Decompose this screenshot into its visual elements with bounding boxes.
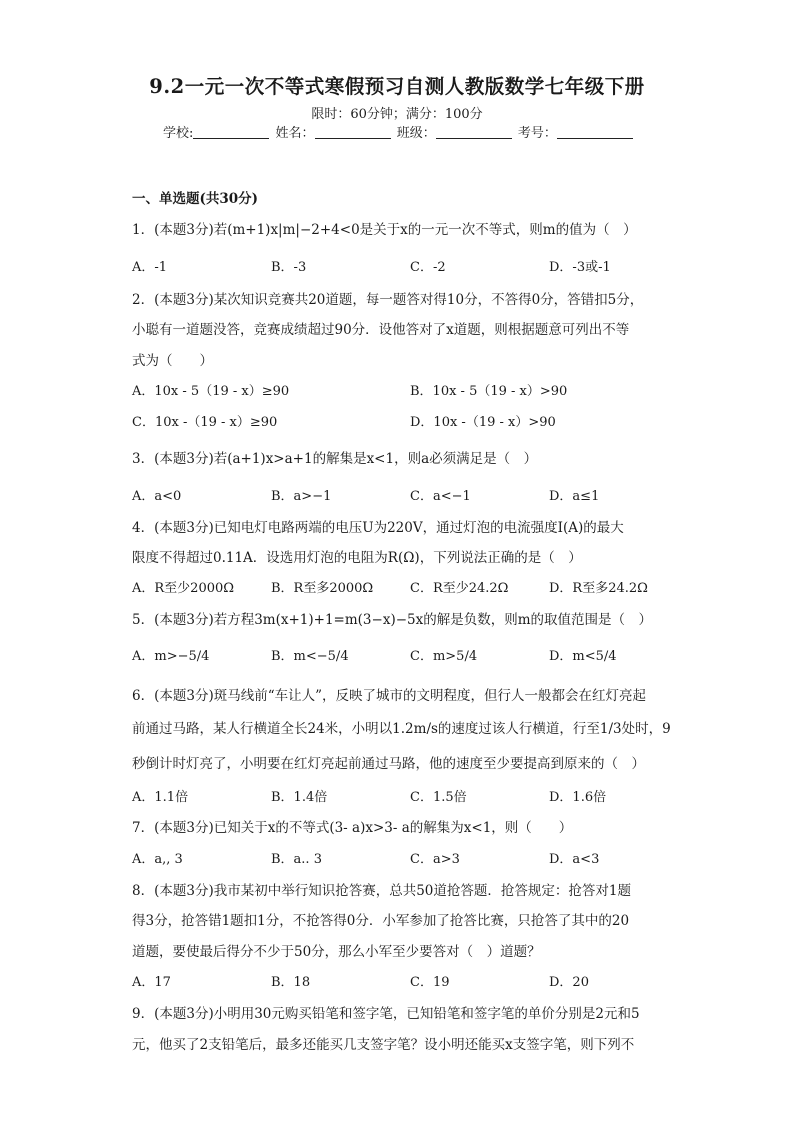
question-7-option-d[interactable]: D．a<3	[549, 852, 600, 867]
question-4-option-a[interactable]: A．R至少2000Ω	[132, 581, 235, 596]
question-6-option-c[interactable]: C．1.5倍	[410, 790, 467, 805]
question-8-option-d[interactable]: D．20	[549, 975, 589, 990]
question-3-option-c[interactable]: C．a<−1	[410, 489, 471, 504]
class-blank[interactable]	[436, 125, 512, 139]
question-1-option-d[interactable]: D．-3或-1	[549, 260, 611, 275]
question-2-option-a[interactable]: A．10x - 5（19 - x）≥90	[132, 384, 290, 399]
question-7-text: 7．(本题3分)已知关于x的不等式(3- a)x>3- a的解集为x<1，则（ ）	[132, 820, 573, 836]
question-4-line-1: 4．(本题3分)已知电灯电路两端的电压U为220V，通过灯泡的电流强度I(A)的最大	[132, 520, 624, 536]
question-6-line-1: 6．(本题3分)斑马线前“车让人”，反映了城市的文明程度，但行人一般都会在红灯亮起	[132, 688, 647, 704]
question-5-option-b[interactable]: B．m<−5/4	[271, 649, 349, 664]
question-4-option-d[interactable]: D．R至多24.2Ω	[549, 581, 648, 596]
exam-limits: 限时：60分钟；满分：100分	[311, 107, 483, 122]
question-8-option-b[interactable]: B．18	[271, 975, 311, 990]
question-2-line-2: 小聪有一道题没答，竞赛成绩超过90分．设他答对了x道题，则根据题意可列出不等	[132, 322, 630, 338]
question-2-line-3: 式为（ ）	[132, 353, 213, 369]
exam-number-blank[interactable]	[557, 125, 633, 139]
question-3-option-b[interactable]: B．a>−1	[271, 489, 332, 504]
question-8-option-c[interactable]: C．19	[410, 975, 450, 990]
question-6-line-2: 前通过马路，某人行横道全长24米，小明以1.2m/s的速度过该人行横道，行至1/3处时，9	[132, 721, 671, 737]
question-8-line-2: 得3分，抢答错1题扣1分，不抢答得0分．小军参加了抢答比赛，只抢答了其中的20	[132, 913, 630, 929]
question-6-option-a[interactable]: A．1.1倍	[132, 790, 189, 805]
question-6-option-b[interactable]: B．1.4倍	[271, 790, 328, 805]
student-info-row	[163, 122, 635, 141]
question-1-text: 1．(本题3分)若(m+1)x|m|−2+4<0是关于x的一元一次不等式，则m的值为（ ）	[132, 222, 637, 238]
question-2-line-1: 2．(本题3分)某次知识竞赛共20道题，每一题答对得10分，不答得0分，答错扣5分，	[132, 292, 644, 308]
question-4-line-2: 限度不得超过0.11A．设选用灯泡的电阻为R(Ω)，下列说法正确的是（ ）	[132, 550, 582, 566]
question-2-option-d[interactable]: D．10x -（19 - x）>90	[410, 415, 556, 430]
question-6-option-d[interactable]: D．1.6倍	[549, 790, 607, 805]
question-3-option-d[interactable]: D．a≤1	[549, 489, 600, 504]
question-5-text: 5．(本题3分)若方程3m(x+1)+1=m(3−x)−5x的解是负数，则m的取值范围是（ ）	[132, 612, 653, 628]
school-blank[interactable]	[193, 125, 269, 139]
question-9-line-2: 元，他买了2支铅笔后，最多还能买几支签字笔？设小明还能买x支签字笔，则下列不	[132, 1037, 635, 1053]
class-label: 班级：	[396, 126, 436, 141]
question-2-option-c[interactable]: C．10x -（19 - x）≥90	[132, 415, 278, 430]
name-label: 姓名：	[275, 126, 315, 141]
name-blank[interactable]	[315, 125, 391, 139]
question-4-option-b[interactable]: B．R至多2000Ω	[271, 581, 374, 596]
question-8-line-3: 道题，要使最后得分不少于50分，那么小军至少要答对（ ）道题？	[132, 944, 541, 960]
question-3-option-a[interactable]: A．a<0	[132, 489, 182, 504]
section-title: 一、单选题(共30分)	[132, 191, 259, 207]
page-title: 9.2一元一次不等式寒假预习自测人教版数学七年级下册	[149, 75, 645, 98]
question-1-option-b[interactable]: B．-3	[271, 260, 307, 275]
school-label: 学校:	[163, 126, 194, 141]
question-5-option-d[interactable]: D．m<5/4	[549, 649, 617, 664]
question-1-option-a[interactable]: A．-1	[132, 260, 168, 275]
question-2-option-b[interactable]: B．10x - 5（19 - x）>90	[410, 384, 568, 399]
question-7-option-a[interactable]: A．a,, 3	[132, 852, 183, 867]
question-5-option-c[interactable]: C．m>5/4	[410, 649, 478, 664]
question-3-text: 3．(本题3分)若(a+1)x>a+1的解集是x<1，则a必须满足是（ ）	[132, 451, 538, 467]
question-7-option-c[interactable]: C．a>3	[410, 852, 460, 867]
question-7-option-b[interactable]: B．a.. 3	[271, 852, 322, 867]
question-8-option-a[interactable]: A．17	[132, 975, 171, 990]
question-6-line-3: 秒倒计时灯亮了，小明要在红灯亮起前通过马路，他的速度至少要提高到原来的（ ）	[132, 756, 645, 772]
question-1-option-c[interactable]: C．-2	[410, 260, 446, 275]
question-8-line-1: 8．(本题3分)我市某初中举行知识抢答赛，总共50道抢答题．抢答规定：抢答对1题	[132, 883, 631, 899]
question-5-option-a[interactable]: A．m>−5/4	[132, 649, 210, 664]
question-9-line-1: 9．(本题3分)小明用30元购买铅笔和签字笔，已知铅笔和签字笔的单价分别是2元和5	[132, 1006, 640, 1022]
exam-number-label: 考号：	[517, 126, 557, 141]
question-4-option-c[interactable]: C．R至少24.2Ω	[410, 581, 509, 596]
